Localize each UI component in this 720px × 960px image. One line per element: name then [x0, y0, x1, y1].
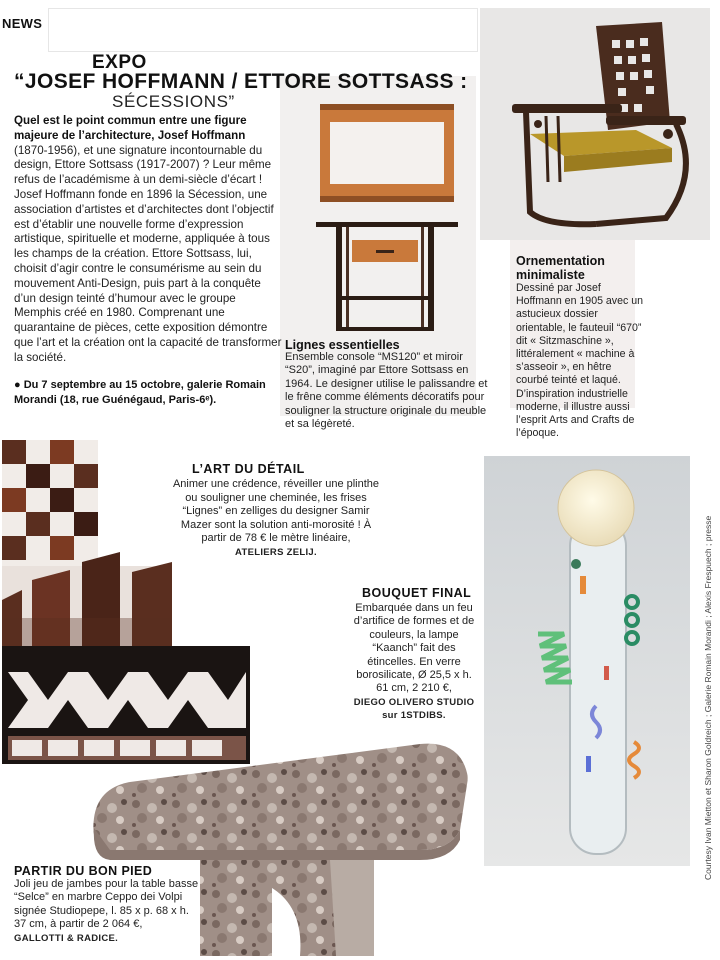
- lamp-globe: [558, 470, 634, 546]
- console-leg: [336, 227, 342, 331]
- pied-credit: GALLOTTI & RADICE.: [14, 932, 119, 944]
- art-text: [168, 478, 384, 560]
- chair-armrest: [512, 104, 622, 113]
- lignes-text: Ensemble console “MS120” et miroir “S20”, imaginé par Ettore Sottsass en 1964. Le designer utilise le palissandre et le frêne comme éléments décoratifs pour souligner la structure originale du meuble et sa légèreté.: [285, 351, 488, 431]
- expo-kicker: EXPO: [92, 52, 147, 73]
- console-leg: [428, 227, 434, 331]
- expo-title: “JOSEF HOFFMANN / ETTORE SOTTSASS :: [14, 70, 468, 93]
- art-credit: ATELIERS ZELIJ.: [235, 546, 317, 558]
- tile-checker: [2, 440, 98, 580]
- expo-dates: ● Du 7 septembre au 15 octobre, galerie Romain Morandi (18, rue Guénégaud, Paris-6ᵉ).: [14, 379, 266, 406]
- header-blank-box: [48, 8, 478, 52]
- bouquet-title: BOUQUET FINAL: [362, 586, 472, 600]
- pied-text: [14, 878, 204, 945]
- bouquet-credit: DIEGO OLIVERO STUDIO sur 1STDIBS.: [353, 696, 475, 722]
- bouquet-text: [350, 602, 478, 723]
- bouquet-description: Embarquée dans un feu d’artifice de formes et de couleurs, la lampe “Kaanch” fait des étincelles. En verre borosilicate, Ø 25,5 x h. 61 cm, 2 210 €,: [353, 602, 475, 695]
- section-label: NEWS: [2, 16, 43, 31]
- expo-body: [14, 114, 282, 366]
- sitzmaschine-chair-image: [486, 12, 706, 236]
- table-top: [93, 744, 468, 850]
- pied-description: Joli jeu de jambes pour la table basse “Selce” en marbre Ceppo dei Volpi signée Studiopepe, l. 85 x p. 68 x h. 37 cm, à partir de 2 064 €,: [14, 878, 199, 931]
- table-leg: [200, 860, 272, 956]
- console-mirror-image: [300, 96, 470, 336]
- expo-subtitle: SÉCESSIONS”: [112, 92, 235, 111]
- art-description: Animer une crédence, réveiller une plinthe ou souligner une cheminée, les frises “Lignes” en zelliges du designer Samir Mazer sont la solution anti-morosité ! À partir de 78 € le mètre linéaire,: [172, 478, 380, 545]
- art-title: L’ART DU DÉTAIL: [192, 462, 305, 476]
- lignes-title: Lignes essentielles: [285, 338, 400, 352]
- ornementation-title: Ornementation minimaliste: [516, 254, 605, 282]
- expo-body-text: (1870-1956), et une signature incontournable du design, Ettore Sottsass (1917-2007) ? Leur même refus de l’académisme à un demi-siècle d’écart ! Josef Hoffmann fonde en 1896 la Sécession, une association d’artistes et d’architectes dont l’objectif est d’établir une nouvelle forme d’expression artistique, spirituelle et moderne, appliquée à tous les champs de la création. Ettore Sottsass, lui, choisit d’agir contre le consumérisme au sein du mouvement Anti-Design, puis part à la conquête d’un design teinté d’humour avec le groupe Memphis créé en 1980. Comprenant une quarantaine de pièces, cette exposition démontre que l’art et la création ont la capacité de transformer la société.: [14, 143, 282, 364]
- expo-lead: Quel est le point commun entre une figure majeure de l’architecture, Josef Hoffmann: [14, 114, 247, 142]
- kaanch-lamp-image: [484, 456, 690, 866]
- mirror-glass: [330, 122, 444, 184]
- pied-title: PARTIR DU BON PIED: [14, 864, 153, 878]
- photo-credits: Courtesy Ivan Mietton et Sharon Goldreich ; Galerie Romain Morandi ; Alexis Frespuech ; presse: [703, 515, 713, 880]
- ornementation-text: Dessiné par Josef Hoffmann en 1905 avec un astucieux dossier orientable, le fauteuil “670” dit « Sitzmaschine », littéralement « machine à s’asseoir », en hêtre courbé teinté et laqué. D’inspiration industrielle moderne, il illustre aussi l’esprit Arts and Crafts de l’époque.: [516, 282, 644, 440]
- console-top: [316, 222, 458, 227]
- lamp-tube: [570, 520, 626, 854]
